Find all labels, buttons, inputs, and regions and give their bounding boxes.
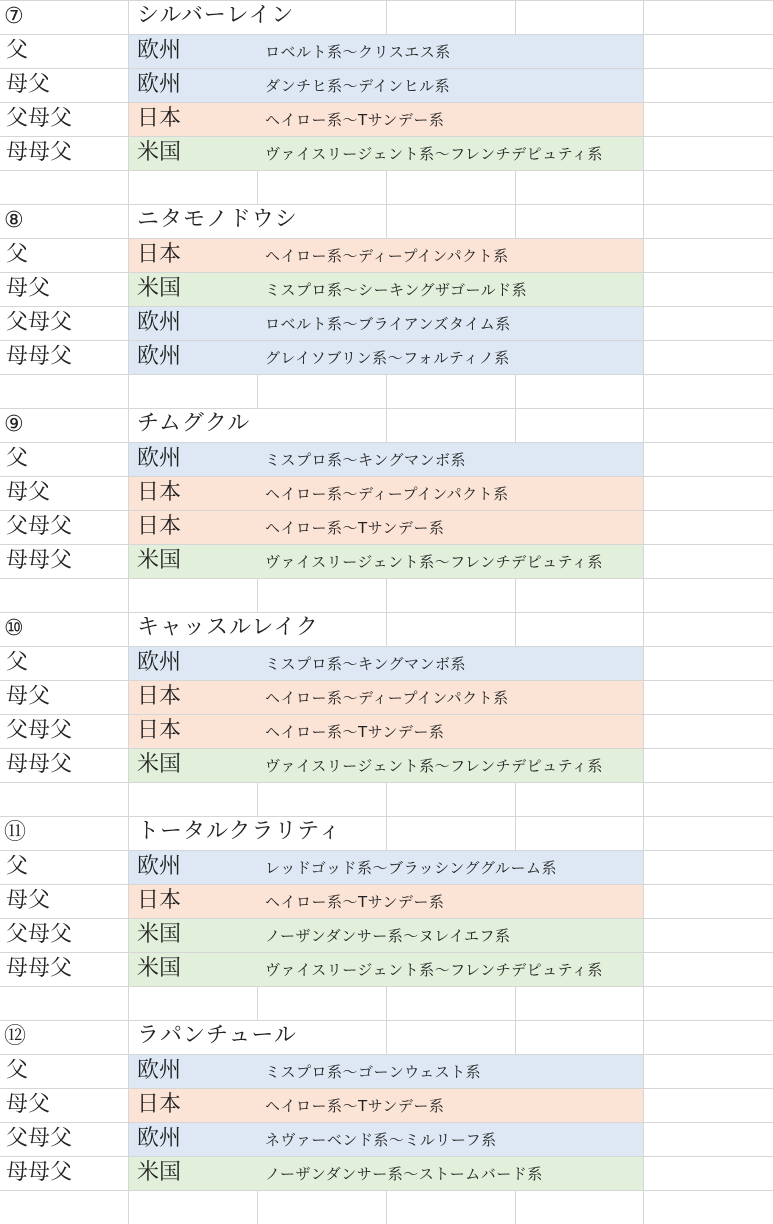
grid-line	[643, 510, 644, 544]
relation-label: 父母父	[6, 106, 73, 131]
grid-line	[643, 884, 644, 918]
grid-line	[515, 578, 516, 612]
grid-line	[128, 578, 129, 612]
relation-label: 父	[6, 650, 29, 675]
sire-line-text: ミスプロ系～ゴーンウェスト系	[265, 1063, 482, 1081]
grid-line	[643, 306, 644, 340]
grid-line	[515, 170, 516, 204]
relation-label: 父	[6, 38, 29, 63]
entry-number: ⑩	[4, 616, 24, 641]
region-label: 日本	[137, 480, 182, 505]
sire-line-text: ヘイロー系～Tサンデー系	[265, 111, 445, 129]
grid-line	[386, 612, 387, 646]
grid-line	[386, 0, 387, 34]
grid-line	[515, 1190, 516, 1224]
spacer-row	[0, 170, 773, 204]
horse-header-row	[0, 0, 773, 34]
grid-line	[257, 578, 258, 612]
pedigree-row	[0, 34, 773, 68]
horse-name[interactable]: ニタモノドウシ	[137, 207, 298, 232]
pedigree-row	[0, 884, 773, 918]
spacer-row	[0, 1190, 773, 1224]
pedigree-row	[0, 238, 773, 272]
pedigree-row	[0, 952, 773, 986]
pedigree-row	[0, 272, 773, 306]
grid-line	[257, 986, 258, 1020]
relation-label: 父母父	[6, 1126, 73, 1151]
grid-line	[643, 986, 644, 1020]
pedigree-row	[0, 1122, 773, 1156]
pedigree-row	[0, 748, 773, 782]
entry-number: ⑨	[4, 412, 24, 437]
horse-header-row	[0, 612, 773, 646]
sire-line-text: ヘイロー系～Tサンデー系	[265, 723, 445, 741]
grid-line	[643, 1088, 644, 1122]
grid-line	[643, 544, 644, 578]
grid-line	[643, 0, 644, 34]
relation-label: 母父	[6, 888, 51, 913]
grid-line	[128, 1020, 129, 1054]
grid-line	[515, 1020, 516, 1054]
pedigree-row	[0, 680, 773, 714]
grid-line	[643, 442, 644, 476]
relation-label: 母父	[6, 480, 51, 505]
sire-line-text: ノーザンダンサー系～ヌレイエフ系	[265, 927, 511, 945]
relation-label: 父母父	[6, 922, 73, 947]
horse-name[interactable]: チムグクル	[137, 411, 251, 436]
region-label: 日本	[137, 514, 182, 539]
relation-label: 母父	[6, 684, 51, 709]
grid-line	[643, 748, 644, 782]
sire-line-text: ヴァイスリージェント系～フレンチデピュティ系	[265, 145, 603, 163]
region-label: 米国	[137, 752, 182, 777]
grid-line	[643, 272, 644, 306]
relation-label: 母父	[6, 1092, 51, 1117]
horse-header-row	[0, 408, 773, 442]
region-label: 米国	[137, 276, 182, 301]
grid-line	[643, 918, 644, 952]
pedigree-row	[0, 68, 773, 102]
spacer-row	[0, 782, 773, 816]
pedigree-row	[0, 1156, 773, 1190]
relation-label: 母母父	[6, 344, 73, 369]
sire-line-text: グレイソブリン系～フォルティノ系	[265, 349, 510, 367]
spacer-row	[0, 986, 773, 1020]
grid-line	[643, 1122, 644, 1156]
entry-number: ⑪	[4, 820, 27, 845]
sire-line-text: ヴァイスリージェント系～フレンチデピュティ系	[265, 553, 603, 571]
pedigree-row	[0, 850, 773, 884]
region-label: 日本	[137, 106, 182, 131]
grid-line	[128, 1190, 129, 1224]
grid-line	[257, 782, 258, 816]
grid-line	[643, 408, 644, 442]
grid-line	[386, 578, 387, 612]
grid-line	[386, 816, 387, 850]
spacer-row	[0, 578, 773, 612]
grid-line	[515, 816, 516, 850]
relation-label: 母父	[6, 72, 51, 97]
grid-line	[643, 850, 644, 884]
region-label: 欧州	[137, 650, 182, 675]
grid-line	[643, 816, 644, 850]
grid-line	[643, 204, 644, 238]
grid-line	[643, 952, 644, 986]
grid-line	[515, 612, 516, 646]
grid-line	[643, 646, 644, 680]
sire-line-text: ヴァイスリージェント系～フレンチデピュティ系	[265, 961, 603, 979]
pedigree-row	[0, 476, 773, 510]
relation-label: 父母父	[6, 310, 73, 335]
entry-number: ⑦	[4, 4, 24, 29]
grid-line	[386, 204, 387, 238]
sire-line-text: ロベルト系～ブライアンズタイム系	[265, 315, 511, 333]
region-label: 欧州	[137, 1058, 182, 1083]
grid-line	[643, 170, 644, 204]
grid-line	[515, 408, 516, 442]
entry-number: ⑧	[4, 208, 24, 233]
pedigree-row	[0, 102, 773, 136]
region-label: 日本	[137, 1092, 182, 1117]
grid-line	[128, 0, 129, 34]
grid-line	[643, 1156, 644, 1190]
entry-number: ⑫	[4, 1024, 27, 1049]
region-label: 欧州	[137, 446, 182, 471]
grid-line	[643, 34, 644, 68]
relation-label: 母母父	[6, 548, 73, 573]
grid-line	[128, 374, 129, 408]
sire-line-text: レッドゴッド系～ブラッシンググルーム系	[265, 859, 558, 877]
horse-header-row	[0, 1020, 773, 1054]
grid-line	[643, 476, 644, 510]
grid-line	[643, 1054, 644, 1088]
sire-line-text: ヘイロー系～ディープインパクト系	[265, 485, 509, 503]
grid-line	[515, 986, 516, 1020]
relation-label: 母母父	[6, 752, 73, 777]
grid-line	[128, 816, 129, 850]
region-label: 欧州	[137, 854, 182, 879]
pedigree-row	[0, 136, 773, 170]
sire-line-text: ミスプロ系～キングマンボ系	[265, 655, 467, 673]
region-label: 米国	[137, 956, 182, 981]
sire-line-text: ヘイロー系～ディープインパクト系	[265, 247, 509, 265]
sire-line-text: ヘイロー系～Tサンデー系	[265, 519, 445, 537]
grid-line	[643, 102, 644, 136]
horse-header-row	[0, 204, 773, 238]
region-label: 米国	[137, 922, 182, 947]
horse-name[interactable]: キャッスルレイク	[137, 615, 319, 640]
grid-line	[643, 136, 644, 170]
grid-line	[128, 170, 129, 204]
grid-line	[386, 1190, 387, 1224]
grid-line	[257, 374, 258, 408]
relation-label: 父	[6, 854, 29, 879]
relation-label: 母母父	[6, 956, 73, 981]
region-label: 米国	[137, 548, 182, 573]
sire-line-text: ミスプロ系～キングマンボ系	[265, 451, 467, 469]
grid-line	[643, 340, 644, 374]
grid-line	[643, 782, 644, 816]
sire-line-text: ヘイロー系～Tサンデー系	[265, 1097, 445, 1115]
relation-label: 母母父	[6, 140, 73, 165]
grid-line	[386, 1020, 387, 1054]
grid-line	[128, 612, 129, 646]
grid-line	[257, 1190, 258, 1224]
region-label: 欧州	[137, 72, 182, 97]
sire-line-text: ノーザンダンサー系～ストームバード系	[265, 1165, 543, 1183]
region-label: 日本	[137, 718, 182, 743]
sire-line-text: ダンチヒ系～デインヒル系	[265, 77, 451, 95]
pedigree-row	[0, 646, 773, 680]
grid-line	[386, 374, 387, 408]
grid-line	[643, 1020, 644, 1054]
grid-line	[515, 0, 516, 34]
horse-name[interactable]: ラパンチュール	[137, 1023, 297, 1048]
relation-label: 父	[6, 242, 29, 267]
grid-line	[386, 782, 387, 816]
pedigree-row	[0, 714, 773, 748]
sire-line-text: ヴァイスリージェント系～フレンチデピュティ系	[265, 757, 603, 775]
grid-line	[643, 374, 644, 408]
pedigree-row	[0, 442, 773, 476]
grid-line	[128, 986, 129, 1020]
grid-line	[128, 204, 129, 238]
grid-line	[257, 170, 258, 204]
sire-line-text: ミスプロ系～シーキングザゴールド系	[265, 281, 528, 299]
sire-line-text: ヘイロー系～Tサンデー系	[265, 893, 445, 911]
grid-line	[643, 68, 644, 102]
region-label: 欧州	[137, 310, 182, 335]
pedigree-row	[0, 1054, 773, 1088]
region-label: 米国	[137, 1160, 182, 1185]
grid-line	[643, 612, 644, 646]
grid-line	[515, 782, 516, 816]
relation-label: 父母父	[6, 718, 73, 743]
region-label: 日本	[137, 888, 182, 913]
grid-line	[643, 578, 644, 612]
pedigree-row	[0, 544, 773, 578]
region-label: 欧州	[137, 1126, 182, 1151]
pedigree-row	[0, 306, 773, 340]
relation-label: 母父	[6, 276, 51, 301]
grid-line	[386, 170, 387, 204]
grid-line	[128, 782, 129, 816]
relation-label: 父母父	[6, 514, 73, 539]
grid-line	[515, 204, 516, 238]
grid-line	[643, 238, 644, 272]
pedigree-row	[0, 918, 773, 952]
horse-name[interactable]: シルバーレイン	[137, 3, 295, 28]
relation-label: 父	[6, 446, 29, 471]
region-label: 米国	[137, 140, 182, 165]
relation-label: 父	[6, 1058, 29, 1083]
grid-line	[643, 680, 644, 714]
region-label: 日本	[137, 684, 182, 709]
pedigree-row	[0, 340, 773, 374]
horse-name[interactable]: トータルクラリティ	[137, 819, 342, 844]
sire-line-text: ネヴァーベンド系～ミルリーフ系	[265, 1131, 497, 1149]
grid-line	[386, 408, 387, 442]
region-label: 欧州	[137, 38, 182, 63]
grid-line	[515, 374, 516, 408]
sire-line-text: ヘイロー系～ディープインパクト系	[265, 689, 509, 707]
grid-line	[643, 1190, 644, 1224]
spacer-row	[0, 374, 773, 408]
region-label: 欧州	[137, 344, 182, 369]
region-label: 日本	[137, 242, 182, 267]
pedigree-row	[0, 1088, 773, 1122]
grid-line	[643, 714, 644, 748]
pedigree-row	[0, 510, 773, 544]
sire-line-text: ロベルト系～クリスエス系	[265, 43, 451, 61]
horse-header-row	[0, 816, 773, 850]
grid-line	[128, 408, 129, 442]
grid-line	[386, 986, 387, 1020]
relation-label: 母母父	[6, 1160, 73, 1185]
